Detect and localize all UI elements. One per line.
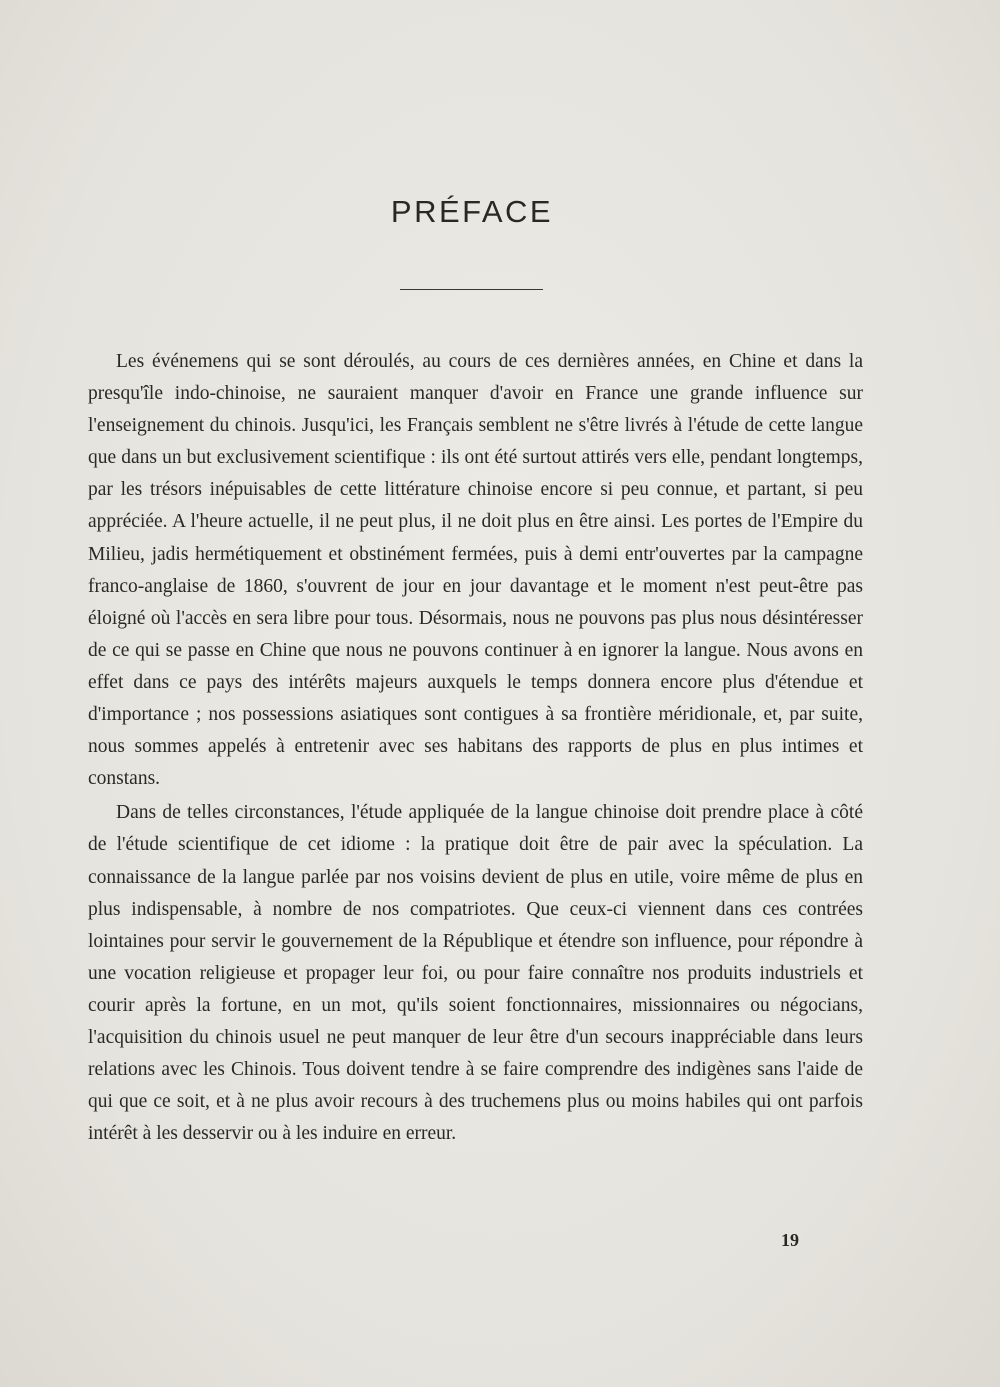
paragraph-1: Les événemens qui se sont déroulés, au cours de ces dernières années, en Chine et dans la presqu'île indo-chinoise, ne sauraient manquer d'avoir en France une grande influence sur l'enseignement du chinois. Jusqu'ici, les Français semblent ne s'être livrés à l'étude de cette langue que dans un but exclusivement scientifique : ils ont été surtout attirés vers elle, pendant longtemps, par les trésors inépuisables de cette littérature chinoise encore si peu connue, et partant, si peu appréciée. A l'heure actuelle, il ne peut plus, il ne doit plus en être ainsi. Les portes de l'Empire du Milieu, jadis hermétiquement et obstinément fermées, puis à demi entr'ouvertes par la campagne franco-anglaise de 1860, s'ouvrent de jour en jour davantage et le moment n'est peut-être pas éloigné où l'accès en sera libre pour tous. Désormais, nous ne pouvons pas plus nous désintéresser de ce qui se passe en Chine que nous ne pouvons continuer à en ignorer la langue. Nous avons en effet dans ce pays des intérêts majeurs auxquels le temps donnera encore plus d'étendue et d'importance ; nos possessions asiatiques sont contigues à sa frontière méridionale, et, par suite, nous sommes appelés à entretenir avec ses habitans des rapports de plus en plus intimes et constans. (88, 351, 863, 790)
title-divider (400, 289, 543, 290)
page-number: 19 (781, 1230, 799, 1250)
page-title: PRÉFACE (390, 194, 554, 229)
paragraph-2: Dans de telles circonstances, l'étude appliquée de la langue chinoise doit prendre place à côté de l'étude scientifique de cet idiome : la pratique doit être de pair avec la spéculation. La connaissance de la langue parlée par nos voisins devient de plus en utile, voire même de plus en plus indispensable, à nombre de nos compatriotes. Que ceux-ci viennent dans ces contrées lointaines pour servir le gouvernement de la République et étendre son influence, pour répondre à une vocation religieuse et propager leur foi, ou pour faire connaître nos produits industriels et courir après la fortune, en un mot, qu'ils soient fonctionnaires, missionnaires ou négocians, l'acquisition du chinois usuel ne peut manquer de leur être d'un secours inappréciable dans leurs relations avec les Chinois. Tous doivent tendre à se faire comprendre des indigènes sans l'aide de qui que ce soit, et à ne plus avoir recours à des truchemens plus ou moins habiles qui ont parfois intérêt à les desservir ou à les induire en erreur. (88, 802, 863, 1145)
body-text (88, 346, 863, 1152)
